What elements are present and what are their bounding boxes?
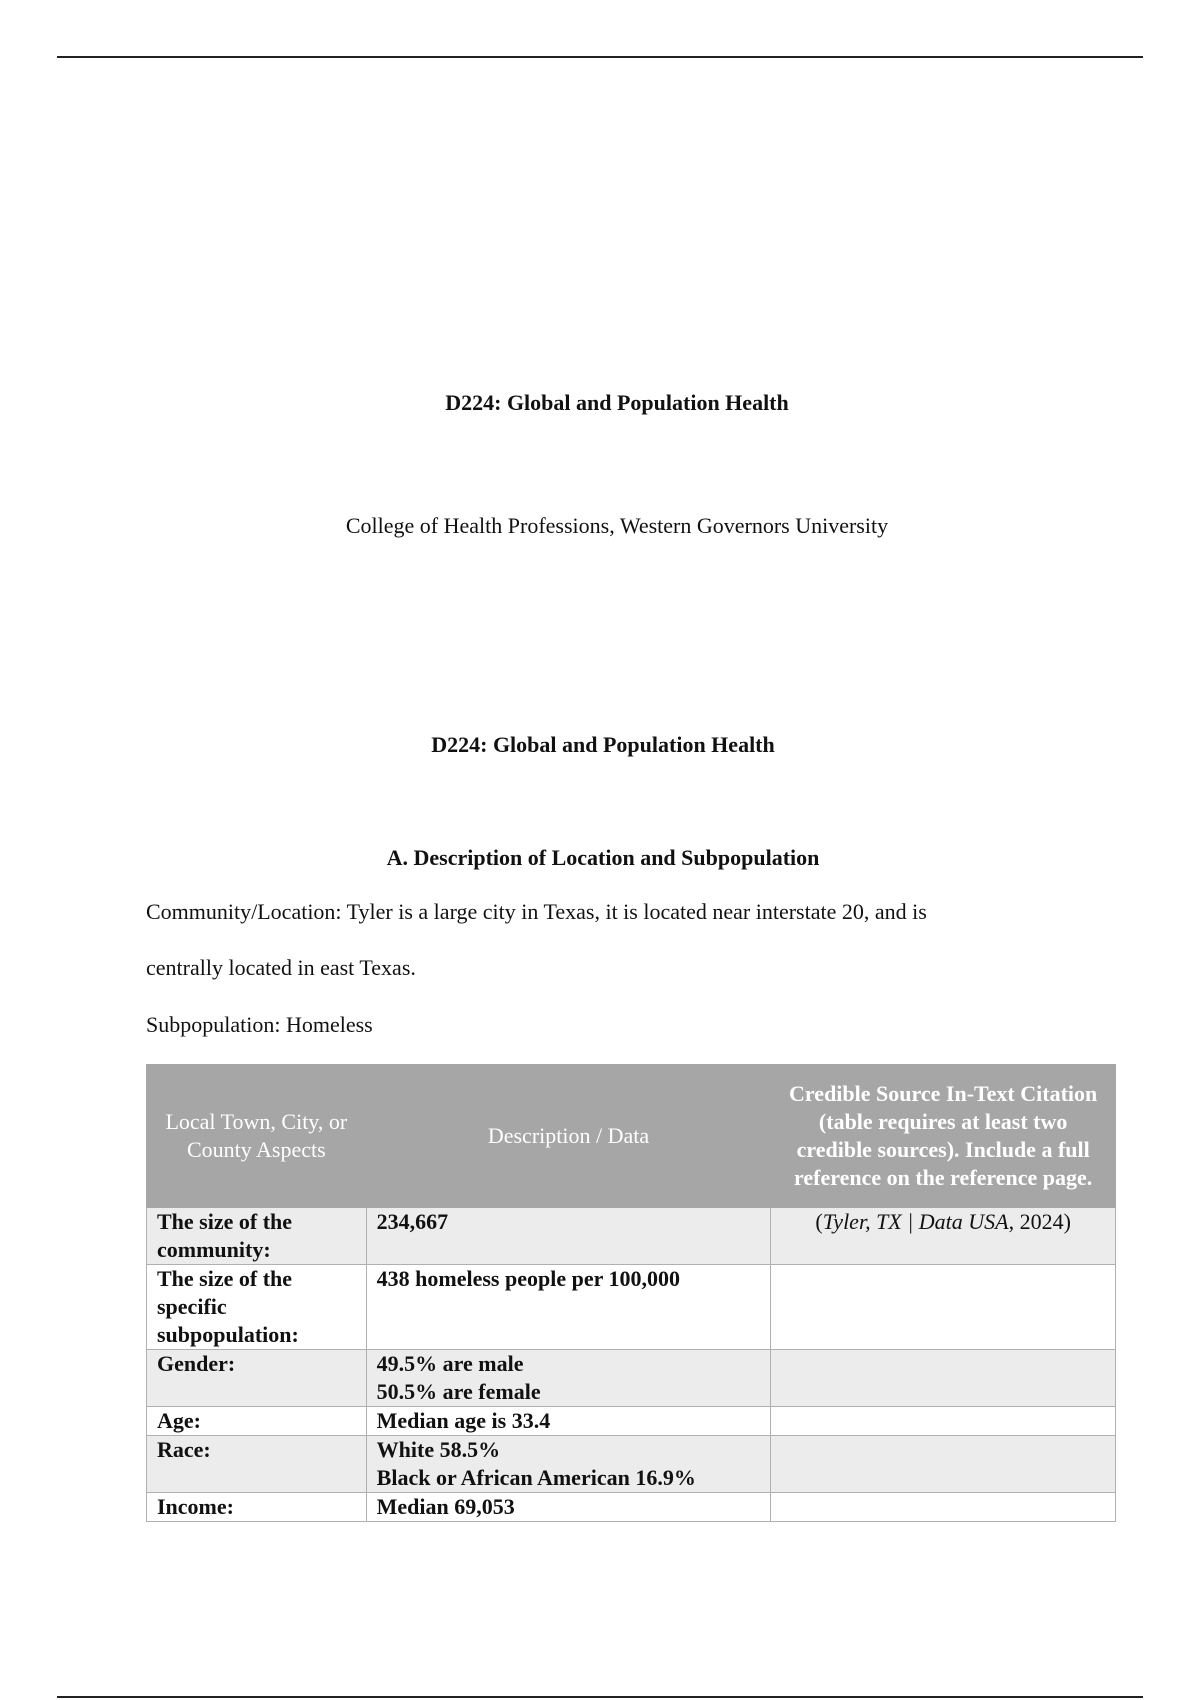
row-data-line: Median age is 33.4 — [376, 1408, 551, 1433]
row-data-line: 49.5% are male — [376, 1351, 524, 1376]
row-data — [366, 1436, 771, 1493]
table-row-subpopulation-size — [147, 1265, 1116, 1350]
body-title: D224: Global and Population Health — [431, 732, 775, 757]
row-data-line: 234,667 — [376, 1209, 449, 1234]
table-row-race — [147, 1436, 1116, 1493]
row-citation — [771, 1350, 1116, 1407]
row-data-line: White 58.5% — [376, 1437, 501, 1462]
row-data — [366, 1208, 771, 1265]
header-description: Description / Data — [366, 1065, 771, 1208]
table-row-gender — [147, 1350, 1116, 1407]
row-data — [366, 1493, 771, 1522]
footer-rule — [57, 1696, 1143, 1698]
subpopulation-label: Subpopulation: Homeless — [146, 1012, 373, 1037]
table-row-income — [147, 1493, 1116, 1522]
table-row-community-size — [147, 1208, 1116, 1265]
row-data-line: Black or African American 16.9% — [376, 1465, 696, 1490]
header-rule — [57, 56, 1143, 58]
community-description-line1: Community/Location: Tyler is a large city in Texas, it is located near interstate 20, and is — [146, 899, 927, 924]
row-citation — [771, 1208, 1116, 1265]
row-citation — [771, 1436, 1116, 1493]
row-aspect: The size of the specific subpopulation: — [147, 1265, 367, 1350]
row-data-line: 438 homeless people per 100,000 — [376, 1266, 680, 1291]
row-citation — [771, 1493, 1116, 1522]
row-aspect: The size of the community: — [147, 1208, 367, 1265]
row-citation — [771, 1407, 1116, 1436]
row-data — [366, 1407, 771, 1436]
header-aspects: Local Town, City, or County Aspects — [147, 1065, 367, 1208]
header-citation: Credible Source In-Text Citation (table requires at least two credible sources). Include a full reference on the reference page. — [771, 1065, 1116, 1208]
citation-year: , 2024) — [1008, 1209, 1071, 1234]
cover-title: D224: Global and Population Health — [445, 390, 789, 415]
citation-source: Tyler, TX | Data USA — [822, 1209, 1009, 1234]
row-aspect: Age: — [147, 1407, 367, 1436]
community-description-line2: centrally located in east Texas. — [146, 955, 416, 980]
table-row-age — [147, 1407, 1116, 1436]
row-aspect: Gender: — [147, 1350, 367, 1407]
section-heading: A. Description of Location and Subpopulation — [386, 845, 820, 870]
row-data — [366, 1350, 771, 1407]
row-aspect: Income: — [147, 1493, 367, 1522]
row-citation — [771, 1265, 1116, 1350]
community-data-table — [146, 1064, 1116, 1522]
table-header-row — [147, 1065, 1116, 1208]
cover-affiliation: College of Health Professions, Western Governors University — [345, 513, 889, 538]
row-data-line: Median 69,053 — [376, 1494, 515, 1519]
row-aspect: Race: — [147, 1436, 367, 1493]
row-data-line: 50.5% are female — [376, 1379, 541, 1404]
citation-open: ( — [815, 1209, 823, 1234]
row-data — [366, 1265, 771, 1350]
